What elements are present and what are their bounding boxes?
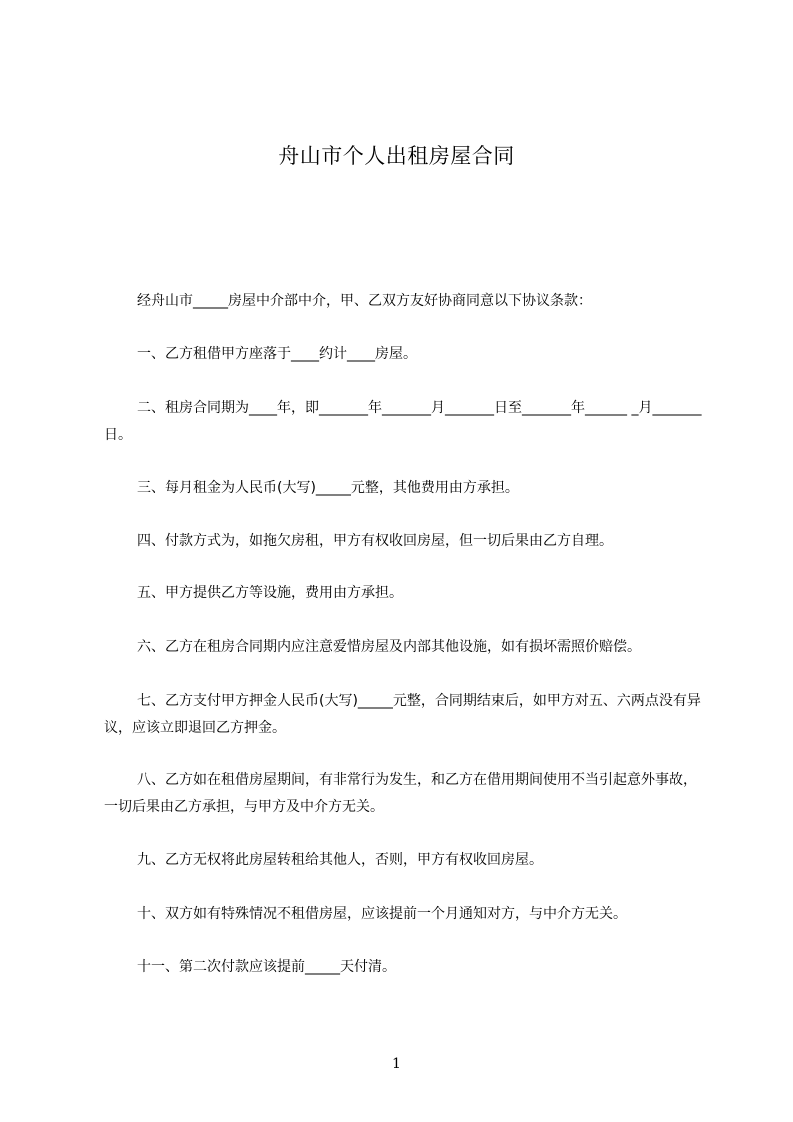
intro-paragraph: 经舟山市_____房屋中介部中介，甲、乙双方友好协商同意以下协议条款： (137, 293, 592, 309)
clause-1: 一、乙方租借甲方座落于____约计____房屋。 (137, 346, 417, 362)
page-number: 1 (392, 1056, 401, 1072)
clause-9: 九、乙方无权将此房屋转租给其他人，否则，甲方有权收回房屋。 (137, 852, 543, 868)
clause-7: 七、乙方支付甲方押金人民币(大写)_____元整，合同期结束后，如甲方对五、六两点没有异议，应该立即退回乙方押金。 (104, 693, 701, 736)
clause-8: 八、乙方如在租借房屋期间，有非常行为发生，和乙方在借用期间使用不当引起意外事故，一切后果由乙方承担，与甲方及中介方无关。 (104, 772, 697, 815)
clause-5: 五、甲方提供乙方等设施，费用由方承担。 (137, 585, 403, 601)
clause-6: 六、乙方在租房合同期内应注意爱惜房屋及内部其他设施，如有损坏需照价赔偿。 (137, 639, 641, 655)
clause-3: 三、每月租金为人民币(大写)_____元整，其他费用由方承担。 (137, 480, 519, 496)
clause-11: 十一、第二次付款应该提前_____天付清。 (137, 959, 396, 975)
document-title: 舟山市个人出租房屋合同 (278, 144, 515, 168)
clause-4: 四、付款方式为，如拖欠房租，甲方有权收回房屋，但一切后果由乙方自理。 (137, 533, 613, 549)
clause-2: 二、租房合同期为____年，即_______年_______月_______日至_______年______ _月_______日。 (104, 400, 702, 443)
clause-10: 十、双方如有特殊情况不租借房屋，应该提前一个月通知对方，与中介方无关。 (137, 906, 627, 922)
